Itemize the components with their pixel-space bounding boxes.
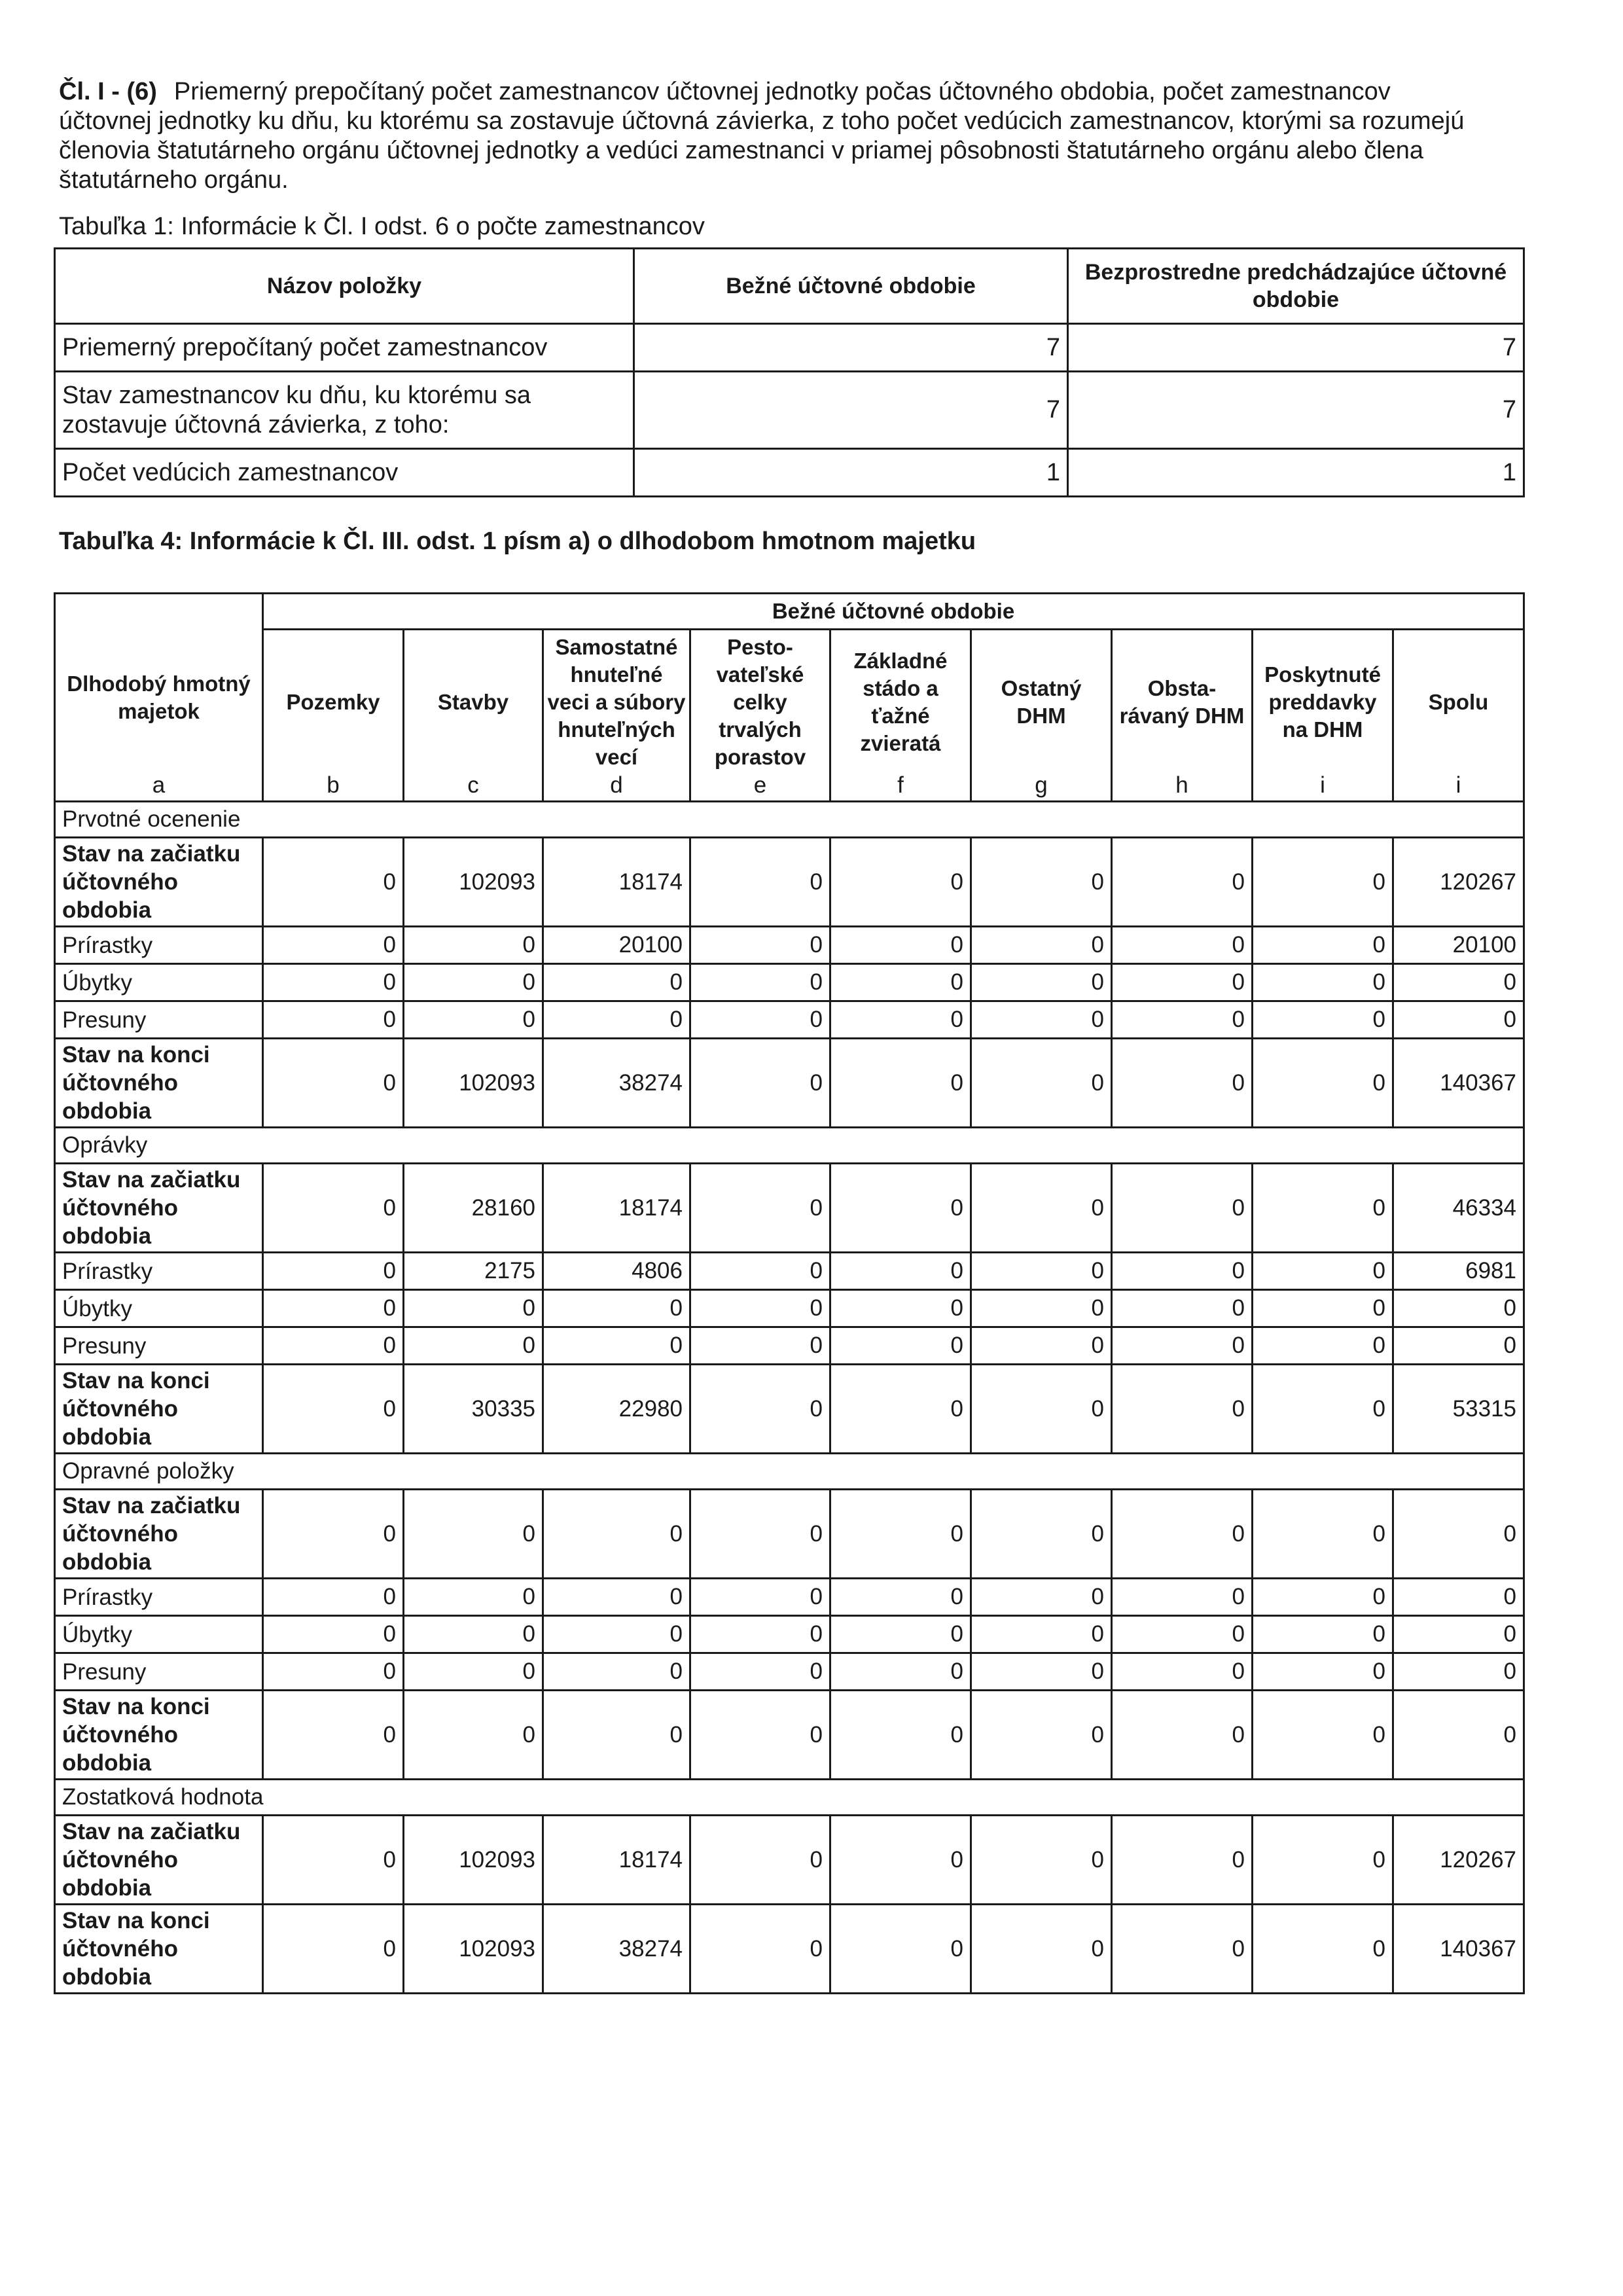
value-cell: 0 [830, 1365, 971, 1454]
row-label: Prírastky [55, 927, 263, 964]
table-row [55, 324, 1524, 372]
table4-caption: Tabuľka 4: Informácie k Čl. III. odst. 1 písm a) o dlhodobom hmotnom majetku [59, 528, 976, 555]
column-header-label: Obsta-rávaný DHM [1119, 676, 1245, 728]
table-row [55, 1490, 1524, 1579]
table-row [55, 1691, 1524, 1780]
row-label: Stav na začiatku účtovného obdobia [55, 838, 263, 927]
table-row [55, 1164, 1524, 1253]
value-cell: 0 [404, 1290, 543, 1327]
value-cell: 0 [690, 1253, 830, 1290]
table1-caption: Tabuľka 1: Informácie k Čl. I odst. 6 o počte zamestnancov [59, 213, 705, 240]
value-cell: 0 [543, 964, 690, 1001]
value-cell: 0 [690, 1164, 830, 1253]
row-label: Prírastky [55, 1253, 263, 1290]
column-header [830, 630, 971, 802]
value-cell: 0 [1112, 1039, 1253, 1128]
table-row [55, 1001, 1524, 1039]
section-row [55, 802, 1524, 838]
value-cell: 0 [263, 927, 404, 964]
value-cell: 0 [1253, 1816, 1393, 1905]
value-cell: 0 [1393, 1653, 1524, 1691]
column-header-label: Stavby [437, 690, 509, 714]
value-cell: 0 [1253, 1365, 1393, 1454]
value-cell: 0 [1112, 1691, 1253, 1780]
row-header-label: Dlhodobý hmotný majetok [67, 671, 251, 723]
value-cell: 0 [830, 1905, 971, 1994]
value-cell: 0 [1253, 1253, 1393, 1290]
value-cell: 102093 [404, 838, 543, 927]
value-cell: 0 [971, 1616, 1112, 1653]
value-cell: 0 [830, 1327, 971, 1365]
value-cell: 0 [543, 1691, 690, 1780]
section-row [55, 1454, 1524, 1490]
value-cell: 46334 [1393, 1164, 1524, 1253]
row-label: Počet vedúcich zamestnancov [55, 449, 634, 497]
column-header [1253, 630, 1393, 802]
row-label: Stav na začiatku účtovného obdobia [55, 1164, 263, 1253]
value-cell: 0 [690, 1365, 830, 1454]
value-cell: 140367 [1393, 1905, 1524, 1994]
column-header-row [55, 630, 1524, 802]
value-cell: 0 [971, 1039, 1112, 1128]
value-cell: 0 [1112, 1365, 1253, 1454]
value-cell: 0 [1253, 1290, 1393, 1327]
value-cell: 0 [1112, 1616, 1253, 1653]
table-row [55, 838, 1524, 927]
row-label: Stav na začiatku účtovného obdobia [55, 1490, 263, 1579]
section-title: Prvotné ocenenie [55, 802, 1524, 838]
article-reference: Čl. I - (6) [59, 78, 157, 105]
value-cell: 0 [971, 1290, 1112, 1327]
value-cell: 0 [543, 1616, 690, 1653]
value-cell: 18174 [543, 1164, 690, 1253]
value-cell: 20100 [1393, 927, 1524, 964]
value-cell: 30335 [404, 1365, 543, 1454]
value-cell: 0 [830, 1691, 971, 1780]
table-row [55, 1365, 1524, 1454]
value-cell: 0 [263, 1290, 404, 1327]
table-row [55, 1579, 1524, 1616]
value-cell: 0 [830, 964, 971, 1001]
row-label: Úbytky [55, 964, 263, 1001]
row-header-cell [55, 594, 263, 802]
value-cell: 0 [830, 1490, 971, 1579]
row-label: Stav na začiatku účtovného obdobia [55, 1816, 263, 1905]
value-cell: 0 [404, 1579, 543, 1616]
value-cell: 0 [971, 1490, 1112, 1579]
column-header-label: Pozemky [286, 690, 380, 714]
value-cell: 0 [690, 1616, 830, 1653]
column-header-label: Pesto-vateľské celky trvalých porastov [714, 635, 806, 769]
value-cell: 0 [971, 1327, 1112, 1365]
value-cell: 0 [690, 1579, 830, 1616]
value-cell: 0 [263, 1579, 404, 1616]
value-cell: 0 [1253, 1001, 1393, 1039]
value-cell: 0 [690, 1490, 830, 1579]
value-cell: 0 [1393, 1490, 1524, 1579]
row-label: Prírastky [55, 1579, 263, 1616]
column-header [690, 630, 830, 802]
value-cell: 0 [1253, 1490, 1393, 1579]
value-cell: 0 [830, 1039, 971, 1128]
value-cell: 0 [404, 1001, 543, 1039]
column-letter: d [610, 772, 623, 798]
value-cell: 0 [830, 838, 971, 927]
section-title: Zostatková hodnota [55, 1780, 1524, 1816]
column-letter: h [1175, 772, 1188, 798]
value-cell: 0 [543, 1290, 690, 1327]
value-cell: 18174 [543, 838, 690, 927]
column-header [1393, 630, 1524, 802]
value-cell: 0 [263, 838, 404, 927]
value-cell: 0 [543, 1327, 690, 1365]
value-cell: 0 [830, 1616, 971, 1653]
column-header [543, 630, 690, 802]
value-cell: 0 [263, 1905, 404, 1994]
value-cell: 0 [971, 1691, 1112, 1780]
column-header: Názov položky [55, 249, 634, 324]
row-label: Priemerný prepočítaný počet zamestnancov [55, 324, 634, 372]
row-label: Presuny [55, 1001, 263, 1039]
value-cell: 0 [1112, 1905, 1253, 1994]
value-cell: 140367 [1393, 1039, 1524, 1128]
row-label: Stav na konci účtovného obdobia [55, 1905, 263, 1994]
table-row [55, 1327, 1524, 1365]
value-cell: 0 [971, 1253, 1112, 1290]
value-cell: 0 [1393, 1616, 1524, 1653]
value-cell: 0 [263, 1001, 404, 1039]
value-cell: 0 [263, 1490, 404, 1579]
column-letter: i [1320, 772, 1325, 798]
column-letter: e [753, 772, 767, 798]
table-row [55, 1816, 1524, 1905]
value-cell: 0 [830, 1816, 971, 1905]
value-cell: 0 [971, 964, 1112, 1001]
intro-text: Priemerný prepočítaný počet zamestnancov účtovnej jednotky počas účtovného obdobia, počet zamestnancov účtovnej jednotky ku dňu, ku ktorému sa zostavuje účtovná závierka, z toho počet vedúcich zamestnancov, ktorými sa rozumejú členovia štatutárneho orgánu účtovnej jednotky a vedúci zamestnanci v priamej pôsobnosti štatutárneho orgánu alebo člena štatutárneho orgánu. [59, 78, 1465, 194]
row-label: Presuny [55, 1653, 263, 1691]
column-header-label: Ostatný DHM [1001, 676, 1082, 728]
value-cell: 0 [830, 1653, 971, 1691]
period-header-row [55, 594, 1524, 630]
value-cell: 0 [1253, 1905, 1393, 1994]
column-header [971, 630, 1112, 802]
value-cell: 0 [543, 1579, 690, 1616]
value-cell: 0 [830, 927, 971, 964]
value-cell: 102093 [404, 1816, 543, 1905]
value-cell: 0 [690, 1905, 830, 1994]
value-cell: 0 [1253, 1327, 1393, 1365]
row-label: Stav na konci účtovného obdobia [55, 1691, 263, 1780]
value-cell: 0 [830, 1579, 971, 1616]
value-cell: 0 [404, 1327, 543, 1365]
value-cell: 0 [1253, 1039, 1393, 1128]
value-cell: 2175 [404, 1253, 543, 1290]
current-value: 7 [634, 372, 1068, 449]
value-cell: 0 [1253, 1616, 1393, 1653]
value-cell: 6981 [1393, 1253, 1524, 1290]
table-row [55, 372, 1524, 449]
value-cell: 0 [690, 1290, 830, 1327]
row-label: Úbytky [55, 1290, 263, 1327]
value-cell: 0 [1253, 927, 1393, 964]
value-cell: 0 [404, 927, 543, 964]
value-cell: 0 [1112, 1490, 1253, 1579]
column-header: Bezprostredne predchádzajúce účtovné obdobie [1068, 249, 1524, 324]
value-cell: 0 [971, 1816, 1112, 1905]
value-cell: 0 [1112, 927, 1253, 964]
value-cell: 0 [830, 1290, 971, 1327]
column-letter: a [152, 772, 166, 798]
employees-table [54, 247, 1525, 497]
column-header-label: Poskytnuté preddavky na DHM [1264, 662, 1381, 742]
value-cell: 28160 [404, 1164, 543, 1253]
value-cell: 0 [263, 1164, 404, 1253]
row-label: Stav zamestnancov ku dňu, ku ktorému sa zostavuje účtovná závierka, z toho: [55, 372, 634, 449]
column-header [1112, 630, 1253, 802]
section-title: Oprávky [55, 1128, 1524, 1164]
column-header [404, 630, 543, 802]
value-cell: 0 [263, 1039, 404, 1128]
value-cell: 0 [263, 1653, 404, 1691]
value-cell: 0 [1253, 1691, 1393, 1780]
row-label: Stav na konci účtovného obdobia [55, 1365, 263, 1454]
value-cell: 0 [1393, 1691, 1524, 1780]
value-cell: 0 [1112, 964, 1253, 1001]
value-cell: 0 [971, 838, 1112, 927]
value-cell: 0 [263, 1253, 404, 1290]
value-cell: 0 [1112, 1164, 1253, 1253]
value-cell: 0 [690, 1653, 830, 1691]
column-letter: f [897, 772, 904, 798]
table-row [55, 449, 1524, 497]
value-cell: 0 [1253, 964, 1393, 1001]
value-cell: 120267 [1393, 1816, 1524, 1905]
value-cell: 0 [690, 1327, 830, 1365]
column-header [263, 630, 404, 802]
table-row [55, 1905, 1524, 1994]
value-cell: 0 [1112, 1327, 1253, 1365]
value-cell: 0 [1393, 964, 1524, 1001]
section-row [55, 1780, 1524, 1816]
current-value: 1 [634, 449, 1068, 497]
value-cell: 0 [1112, 1001, 1253, 1039]
value-cell: 0 [263, 1327, 404, 1365]
value-cell: 0 [1393, 1327, 1524, 1365]
value-cell: 0 [1112, 1816, 1253, 1905]
column-header-label: Spolu [1428, 690, 1489, 714]
value-cell: 0 [404, 1490, 543, 1579]
value-cell: 0 [263, 964, 404, 1001]
value-cell: 0 [263, 1816, 404, 1905]
table-header-row [55, 249, 1524, 324]
value-cell: 0 [690, 964, 830, 1001]
value-cell: 0 [1112, 838, 1253, 927]
value-cell: 0 [543, 1653, 690, 1691]
table-row [55, 964, 1524, 1001]
value-cell: 0 [1393, 1290, 1524, 1327]
table-row [55, 1253, 1524, 1290]
value-cell: 0 [1112, 1579, 1253, 1616]
value-cell: 0 [1253, 1164, 1393, 1253]
value-cell: 0 [263, 1365, 404, 1454]
value-cell: 0 [690, 1691, 830, 1780]
value-cell: 0 [543, 1001, 690, 1039]
value-cell: 102093 [404, 1039, 543, 1128]
row-label: Presuny [55, 1327, 263, 1365]
section-row [55, 1128, 1524, 1164]
value-cell: 4806 [543, 1253, 690, 1290]
row-label: Úbytky [55, 1616, 263, 1653]
value-cell: 22980 [543, 1365, 690, 1454]
table-row [55, 1290, 1524, 1327]
value-cell: 0 [1393, 1579, 1524, 1616]
column-header-label: Samostatné hnuteľné veci a súbory hnuteľných vecí [547, 635, 686, 769]
value-cell: 0 [971, 1164, 1112, 1253]
tangible-assets-table [54, 592, 1525, 1994]
previous-value: 7 [1068, 324, 1524, 372]
table-row [55, 1653, 1524, 1691]
value-cell: 0 [1253, 838, 1393, 927]
row-label: Stav na konci účtovného obdobia [55, 1039, 263, 1128]
value-cell: 0 [971, 1579, 1112, 1616]
table-row [55, 1616, 1524, 1653]
value-cell: 102093 [404, 1905, 543, 1994]
section-title: Opravné položky [55, 1454, 1524, 1490]
intro-paragraph [59, 77, 1466, 195]
value-cell: 0 [1112, 1653, 1253, 1691]
value-cell: 0 [404, 1616, 543, 1653]
value-cell: 0 [263, 1691, 404, 1780]
value-cell: 0 [971, 1365, 1112, 1454]
value-cell: 0 [830, 1164, 971, 1253]
value-cell: 0 [690, 1816, 830, 1905]
value-cell: 38274 [543, 1905, 690, 1994]
value-cell: 0 [690, 1039, 830, 1128]
value-cell: 0 [971, 927, 1112, 964]
value-cell: 0 [690, 927, 830, 964]
value-cell: 0 [1253, 1579, 1393, 1616]
value-cell: 0 [263, 1616, 404, 1653]
previous-value: 7 [1068, 372, 1524, 449]
value-cell: 0 [1112, 1253, 1253, 1290]
value-cell: 120267 [1393, 838, 1524, 927]
value-cell: 20100 [543, 927, 690, 964]
value-cell: 0 [971, 1905, 1112, 1994]
value-cell: 0 [971, 1653, 1112, 1691]
column-header: Bežné účtovné obdobie [634, 249, 1068, 324]
previous-value: 1 [1068, 449, 1524, 497]
column-letter: g [1035, 772, 1048, 798]
value-cell: 18174 [543, 1816, 690, 1905]
value-cell: 0 [830, 1001, 971, 1039]
value-cell: 0 [404, 1691, 543, 1780]
value-cell: 0 [404, 1653, 543, 1691]
value-cell: 0 [971, 1001, 1112, 1039]
column-header-label: Základné stádo a ťažné zvieratá [853, 649, 948, 755]
column-letter: i [1455, 772, 1461, 798]
value-cell: 53315 [1393, 1365, 1524, 1454]
value-cell: 0 [1393, 1001, 1524, 1039]
table-row [55, 1039, 1524, 1128]
value-cell: 38274 [543, 1039, 690, 1128]
value-cell: 0 [1253, 1653, 1393, 1691]
table-row [55, 927, 1524, 964]
current-value: 7 [634, 324, 1068, 372]
value-cell: 0 [830, 1253, 971, 1290]
column-letter: b [327, 772, 340, 798]
value-cell: 0 [404, 964, 543, 1001]
column-letter: c [467, 772, 479, 798]
value-cell: 0 [1112, 1290, 1253, 1327]
value-cell: 0 [690, 1001, 830, 1039]
value-cell: 0 [543, 1490, 690, 1579]
value-cell: 0 [690, 838, 830, 927]
period-header: Bežné účtovné obdobie [263, 594, 1524, 630]
